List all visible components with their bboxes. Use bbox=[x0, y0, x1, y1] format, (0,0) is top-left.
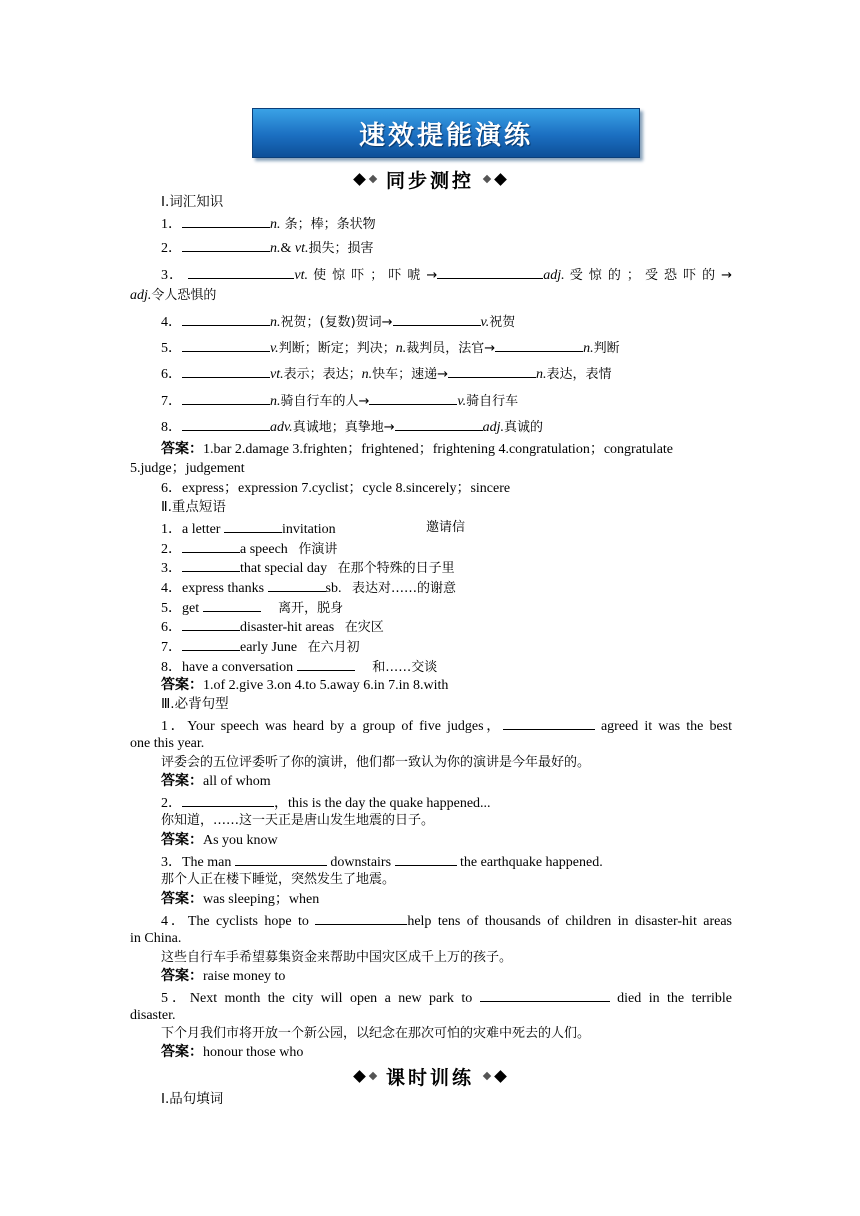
diamond-small-icon bbox=[483, 175, 491, 183]
diamond-small-icon bbox=[483, 1072, 491, 1080]
part3-title: Ⅲ.必背句型 bbox=[161, 696, 229, 712]
vocab-item: 4． n.祝贺；(复数)贺词→ v.祝贺 bbox=[130, 311, 763, 332]
answer-line: 答案：1.bar 2.damage 3.frighten；frightened；frightening 4.congratulation；congratulate bbox=[161, 441, 674, 457]
section-heading: 同步测控 bbox=[385, 169, 474, 192]
vocab-item-cont: adj.令人恐惧的 bbox=[130, 288, 217, 303]
diamond-icon bbox=[494, 1070, 507, 1083]
sentence-translation: 你知道，……这一天正是唐山发生地震的日子。 bbox=[161, 813, 435, 828]
vocab-item: 2． n.& vt.损失；损害 bbox=[130, 237, 763, 258]
vocab-item: 1． n. 条；棒；条状物 bbox=[130, 213, 763, 234]
sentence-item-cont: disaster. bbox=[130, 1008, 176, 1023]
sentence-item: 5．Next month the city will open a new park to died in the terrible bbox=[130, 987, 732, 1008]
answer-line: 答案：1.of 2.give 3.on 4.to 5.away 6.in 7.in 8.with bbox=[161, 677, 449, 693]
answer-line: 答案：As you know bbox=[161, 832, 278, 848]
answer-line: 答案：all of whom bbox=[161, 773, 271, 789]
vocab-item: 7． n.骑自行车的人→ v.骑自行车 bbox=[130, 390, 763, 411]
banner-title: 速效提能演练 bbox=[252, 108, 640, 158]
part2-title: Ⅱ.重点短语 bbox=[161, 499, 226, 515]
diamond-icon bbox=[353, 173, 366, 186]
vocab-item: 3． vt. 使 惊 吓 ； 吓 唬 → adj. 受 惊 的 ； 受 恐 吓 的 → bbox=[130, 264, 732, 285]
sentence-translation: 这些自行车手希望募集资金来帮助中国灾区成千上万的孩子。 bbox=[161, 950, 513, 965]
vocab-item: 5． v.判断；断定；判决；n.裁判员，法官→ n.判断 bbox=[130, 337, 763, 358]
sentence-item-cont: in China. bbox=[130, 931, 182, 946]
vocab-item: 6． vt.表示；表达；n.快车；速递→ n.表达，表情 bbox=[130, 363, 763, 384]
diamond-small-icon bbox=[369, 175, 377, 183]
diamond-small-icon bbox=[369, 1072, 377, 1080]
diamond-icon bbox=[353, 1070, 366, 1083]
phrase-item: 6． disaster-hit areas 在灾区 bbox=[130, 616, 763, 637]
phrase-item: 1．a letter invitation 邀请信 bbox=[161, 520, 466, 537]
sentence-translation: 下个月我们市将开放一个新公园，以纪念在那次可怕的灾难中死去的人们。 bbox=[161, 1026, 591, 1041]
sentence-item: 2． ，this is the day the quake happened... bbox=[130, 792, 763, 813]
answer-line: 6．express；expression 7.cyclist；cycle 8.sincerely；sincere bbox=[161, 481, 511, 496]
vocab-item: 8． adv.真诚地；真挚地→ adj.真诚的 bbox=[130, 416, 763, 437]
phrase-item: 5．get 离开，脱身 bbox=[130, 597, 763, 618]
sentence-item: 1．Your speech was heard by a group of five judges， agreed it was the best bbox=[130, 715, 732, 736]
section-divider-sync bbox=[0, 166, 860, 192]
part1-title: Ⅰ.词汇知识 bbox=[161, 194, 224, 210]
sentence-translation: 评委会的五位评委听了你的演讲，他们都一致认为你的演讲是今年最好的。 bbox=[161, 755, 591, 770]
phrase-item: 4．express thanks sb. 表达对……的谢意 bbox=[130, 577, 763, 598]
answer-line: 答案：honour those who bbox=[161, 1044, 304, 1060]
sentence-item-cont: one this year. bbox=[130, 736, 205, 751]
section-divider-class bbox=[0, 1063, 860, 1089]
phrase-item: 7． early June 在六月初 bbox=[130, 636, 763, 657]
sentence-translation: 那个人正在楼下睡觉，突然发生了地震。 bbox=[161, 872, 396, 887]
sentence-item: 3．The man downstairs the earthquake happened. bbox=[130, 851, 763, 872]
phrase-item: 3． that special day 在那个特殊的日子里 bbox=[130, 557, 763, 578]
answer-line: 答案：was sleeping；when bbox=[161, 891, 320, 907]
phrase-item: 2． a speech 作演讲 bbox=[130, 538, 763, 559]
sentence-item: 4．The cyclists hope to help tens of thousands of children in disaster-hit areas bbox=[130, 910, 732, 931]
diamond-icon bbox=[494, 173, 507, 186]
section-heading: 课时训练 bbox=[385, 1066, 474, 1089]
answer-line-cont: 5.judge；judgement bbox=[130, 461, 245, 476]
phrase-item: 8．have a conversation 和……交谈 bbox=[130, 656, 763, 677]
part4-title: Ⅰ.品句填词 bbox=[161, 1091, 224, 1107]
answer-line: 答案：raise money to bbox=[161, 968, 286, 984]
